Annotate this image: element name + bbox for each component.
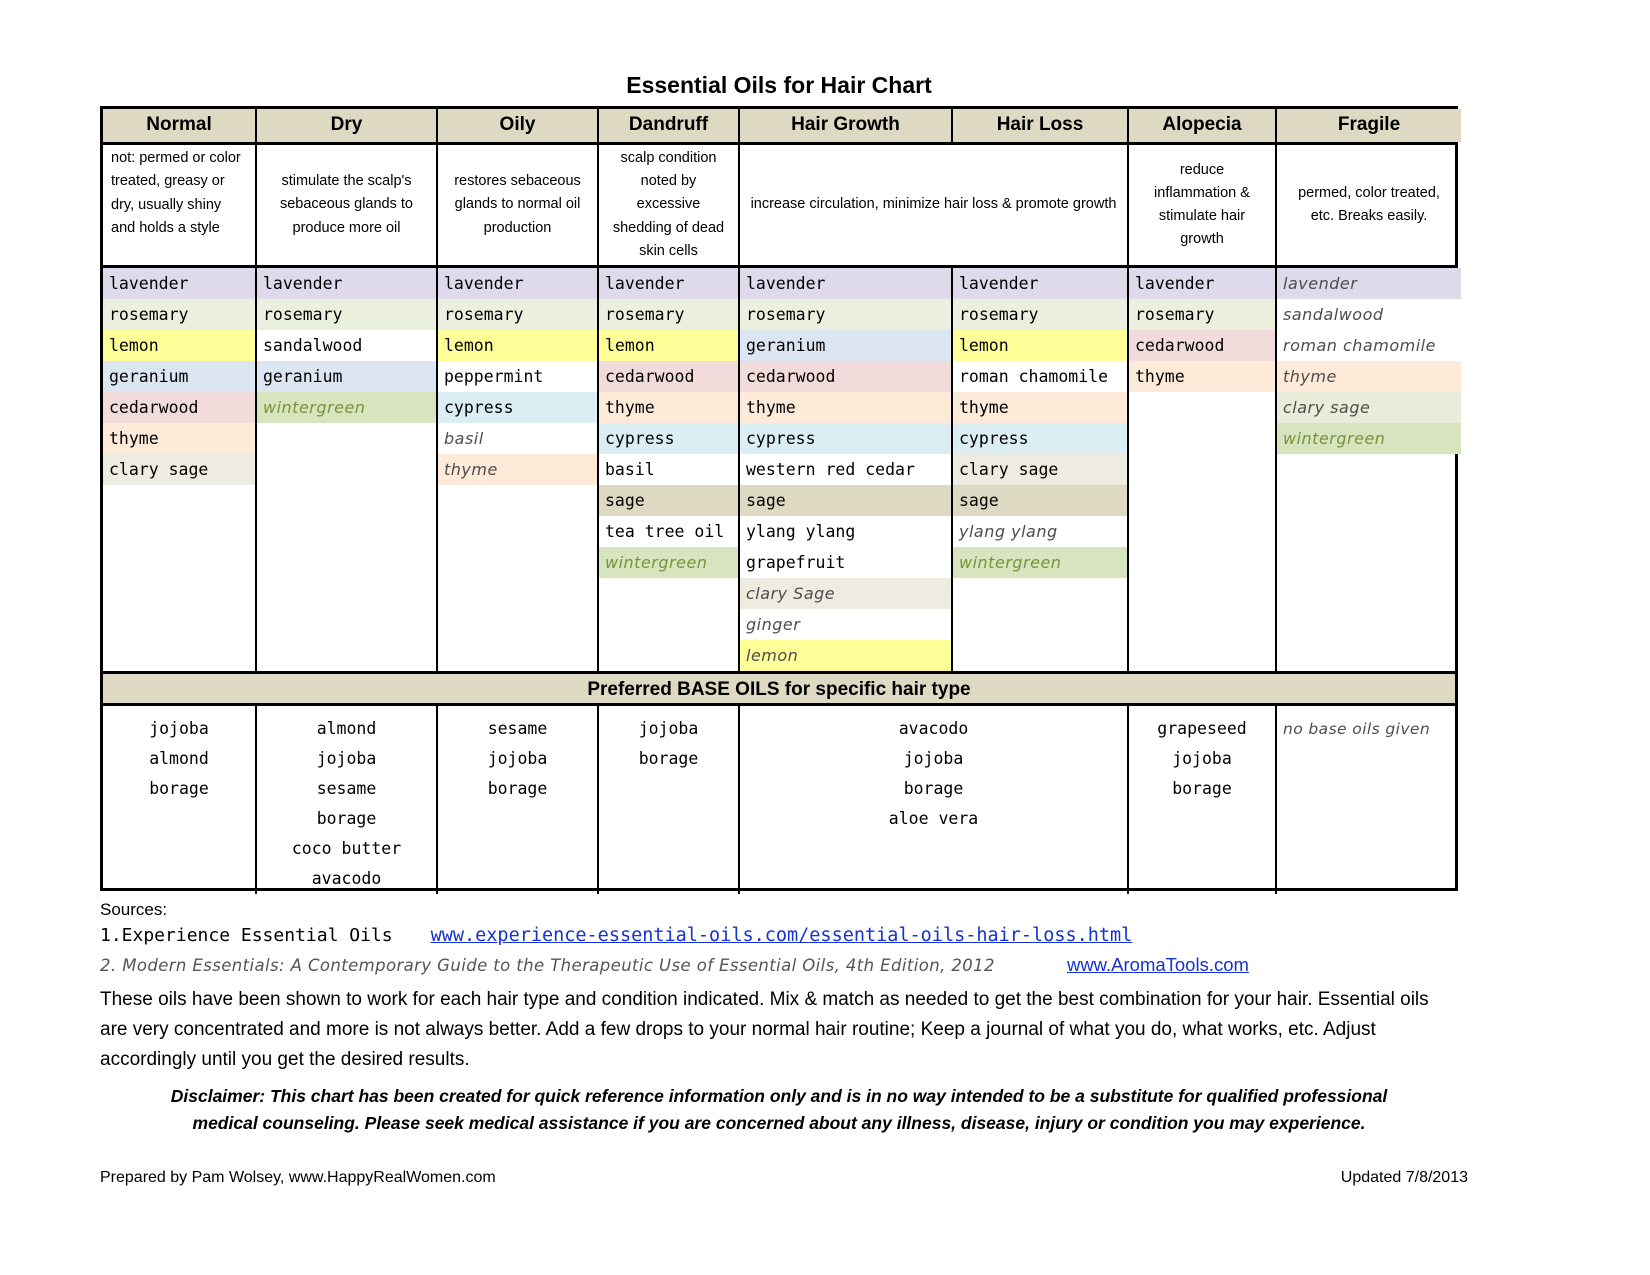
oil-thyme: thyme (1129, 361, 1275, 392)
base-oil-borage: borage (487, 779, 548, 798)
base-oil-coco-butter: coco butter (291, 839, 402, 858)
base-oil-jojoba: jojoba (638, 719, 699, 738)
base-oil-sesame: sesame (316, 779, 377, 798)
base-oils-dandruff (599, 706, 740, 894)
oil-cypress: cypress (953, 423, 1127, 454)
oil-sage: sage (953, 485, 1127, 516)
source-2-link[interactable]: www.AromaTools.com (1066, 954, 1249, 975)
oils-section (103, 268, 1455, 671)
header-row (103, 109, 1455, 145)
source-1-link[interactable]: www.experience-essential-oils.com/essential-oils-hair-loss.html (430, 925, 1133, 946)
page (100, 0, 1468, 1187)
base-oil-jojoba: jojoba (149, 719, 209, 738)
header-cell-oily: Oily (438, 109, 599, 142)
oil-column-alopecia (1129, 268, 1277, 671)
oil-lavender: lavender (438, 268, 597, 299)
oil-sage: sage (740, 485, 951, 516)
sources-label: Sources: (100, 900, 168, 919)
oil-rosemary: rosemary (257, 299, 436, 330)
source-1 (100, 925, 1458, 946)
oil-lemon: lemon (438, 330, 597, 361)
base-oils-dry (257, 706, 438, 894)
footer (100, 1169, 1468, 1187)
oil-rosemary: rosemary (599, 299, 738, 330)
base-oil-borage: borage (1172, 779, 1232, 798)
oil-sage: sage (599, 485, 738, 516)
oil-geranium: geranium (103, 361, 255, 392)
oil-cypress: cypress (438, 392, 597, 423)
usage-note: These oils have been shown to work for each hair type and condition indicated. Mix & match as needed to get the best combination for your hair. Essential oils are very concentrated and more is not always better. Add a few drops to your normal hair routine; Keep a journal of what you do, what works, etc. Adjust accordingly until you get the desired results. (100, 989, 1429, 1070)
oil-basil: basil (599, 454, 738, 485)
oil-column-hair-loss (953, 268, 1129, 671)
oil-roman-chamomile: roman chamomile (1277, 330, 1461, 361)
source-1-name: 1.Experience Essential Oils (100, 925, 393, 946)
oil-lavender: lavender (1277, 268, 1461, 299)
base-oil-borage: borage (149, 779, 209, 798)
oil-lavender: lavender (103, 268, 255, 299)
oil-western-red-cedar: western red cedar (740, 454, 951, 485)
oil-clary-sage: clary sage (1277, 392, 1461, 423)
oil-thyme: thyme (1277, 361, 1461, 392)
oil-lavender: lavender (257, 268, 436, 299)
source-2 (100, 954, 1458, 976)
oil-cedarwood: cedarwood (103, 392, 255, 423)
oil-column-normal (103, 268, 257, 671)
oil-thyme: thyme (953, 392, 1127, 423)
base-oils-section (103, 706, 1455, 888)
oil-clary-sage: clary sage (953, 454, 1127, 485)
oil-clary-sage: clary sage (103, 454, 255, 485)
header-cell-alopecia: Alopecia (1129, 109, 1277, 142)
oil-cypress: cypress (740, 423, 951, 454)
oil-column-fragile (1277, 268, 1461, 671)
oil-rosemary: rosemary (103, 299, 255, 330)
description-hair-growth: increase circulation, minimize hair loss & promote growth (740, 145, 1129, 265)
description-oily: restores sebaceous glands to normal oil production (438, 145, 599, 265)
oil-lavender: lavender (599, 268, 738, 299)
oil-lavender: lavender (740, 268, 951, 299)
oil-lemon: lemon (740, 640, 951, 671)
source-2-name: 2. Modern Essentials: A Contemporary Guide to the Therapeutic Use of Essential Oils, 4th Edition, 2012 (100, 956, 995, 975)
oil-sandalwood: sandalwood (1277, 299, 1461, 330)
oil-ginger: ginger (740, 609, 951, 640)
oil-column-hair-growth (740, 268, 953, 671)
description-row (103, 145, 1455, 268)
description-dandruff: scalp condition noted by excessive shedding of dead skin cells (599, 145, 740, 265)
header-cell-dry: Dry (257, 109, 438, 142)
hair-chart-table (100, 106, 1458, 891)
oil-wintergreen: wintergreen (257, 392, 436, 423)
base-oil-avacodo: avacodo (311, 869, 382, 888)
description-dry: stimulate the scalp's sebaceous glands to produce more oil (257, 145, 438, 265)
base-oils-fragile (1277, 706, 1461, 894)
base-oil-almond: almond (149, 749, 209, 768)
oil-cedarwood: cedarwood (1129, 330, 1275, 361)
oil-roman-chamomile: roman chamomile (953, 361, 1127, 392)
oil-column-dry (257, 268, 438, 671)
oil-basil: basil (438, 423, 597, 454)
base-oil-jojoba: jojoba (1172, 749, 1232, 768)
base-oils-header: Preferred BASE OILS for specific hair type (103, 671, 1455, 706)
base-oil-jojoba: jojoba (903, 749, 964, 768)
base-oil-avacodo: avacodo (898, 719, 969, 738)
description-fragile: permed, color treated, etc. Breaks easily. (1298, 184, 1440, 224)
oil-rosemary: rosemary (1129, 299, 1275, 330)
disclaimer-text: Disclaimer: This chart has been created for quick reference information only and is in no way intended to be a substitute for qualified professional medical counseling. Please seek medical assistance if you are concerned about any illness, disease, injury or condition you may experience. (170, 1086, 1388, 1133)
oil-ylang-ylang: ylang ylang (740, 516, 951, 547)
base-oil-grapeseed: grapeseed (1157, 719, 1247, 738)
base-oil-aloe-vera: aloe vera (888, 809, 979, 828)
oil-cypress: cypress (599, 423, 738, 454)
base-oil-borage: borage (638, 749, 699, 768)
base-oils-hair-growth (740, 706, 1129, 894)
header-cell-dandruff: Dandruff (599, 109, 740, 142)
base-oils-alopecia (1129, 706, 1277, 894)
oil-thyme: thyme (599, 392, 738, 423)
base-oil-borage: borage (903, 779, 964, 798)
header-cell-normal: Normal (103, 109, 257, 142)
oil-sandalwood: sandalwood (257, 330, 436, 361)
base-oil-jojoba: jojoba (487, 749, 548, 768)
oil-lavender: lavender (1129, 268, 1275, 299)
oil-column-dandruff (599, 268, 740, 671)
base-oils-oily (438, 706, 599, 894)
oil-lemon: lemon (953, 330, 1127, 361)
no-base-oils-note: no base oils given (1283, 720, 1431, 738)
header-cell-fragile: Fragile (1277, 109, 1461, 142)
footer-updated-date: Updated 7/8/2013 (1340, 1169, 1468, 1186)
oil-thyme: thyme (740, 392, 951, 423)
oil-lemon: lemon (103, 330, 255, 361)
oil-grapefruit: grapefruit (740, 547, 951, 578)
header-cell-hair-growth: Hair Growth (740, 109, 953, 142)
oil-column-oily (438, 268, 599, 671)
oil-rosemary: rosemary (438, 299, 597, 330)
oil-rosemary: rosemary (953, 299, 1127, 330)
oil-thyme: thyme (103, 423, 255, 454)
oil-wintergreen: wintergreen (1277, 423, 1461, 454)
oil-geranium: geranium (740, 330, 951, 361)
base-oil-borage: borage (316, 809, 377, 828)
oil-wintergreen: wintergreen (599, 547, 738, 578)
oil-thyme: thyme (438, 454, 597, 485)
oil-peppermint: peppermint (438, 361, 597, 392)
oil-lavender: lavender (953, 268, 1127, 299)
page-title: Essential Oils for Hair Chart (626, 72, 932, 98)
base-oil-almond: almond (316, 719, 377, 738)
base-oil-sesame: sesame (487, 719, 548, 738)
oil-tea-tree-oil: tea tree oil (599, 516, 738, 547)
description-alopecia: reduce inflammation & stimulate hair growth (1129, 145, 1277, 265)
oil-rosemary: rosemary (740, 299, 951, 330)
oil-cedarwood: cedarwood (740, 361, 951, 392)
oil-ylang-ylang: ylang ylang (953, 516, 1127, 547)
oil-lemon: lemon (599, 330, 738, 361)
base-oil-jojoba: jojoba (316, 749, 377, 768)
base-oils-normal (103, 706, 257, 894)
description-normal: not: permed or color treated, greasy or dry, usually shiny and holds a style (103, 145, 257, 265)
header-cell-hair-loss: Hair Loss (953, 109, 1129, 142)
oil-geranium: geranium (257, 361, 436, 392)
footer-prepared-by: Prepared by Pam Wolsey, www.HappyRealWomen.com (100, 1169, 496, 1186)
sources-section (100, 900, 1468, 1187)
oil-wintergreen: wintergreen (953, 547, 1127, 578)
oil-clary-sage: clary Sage (740, 578, 951, 609)
oil-cedarwood: cedarwood (599, 361, 738, 392)
